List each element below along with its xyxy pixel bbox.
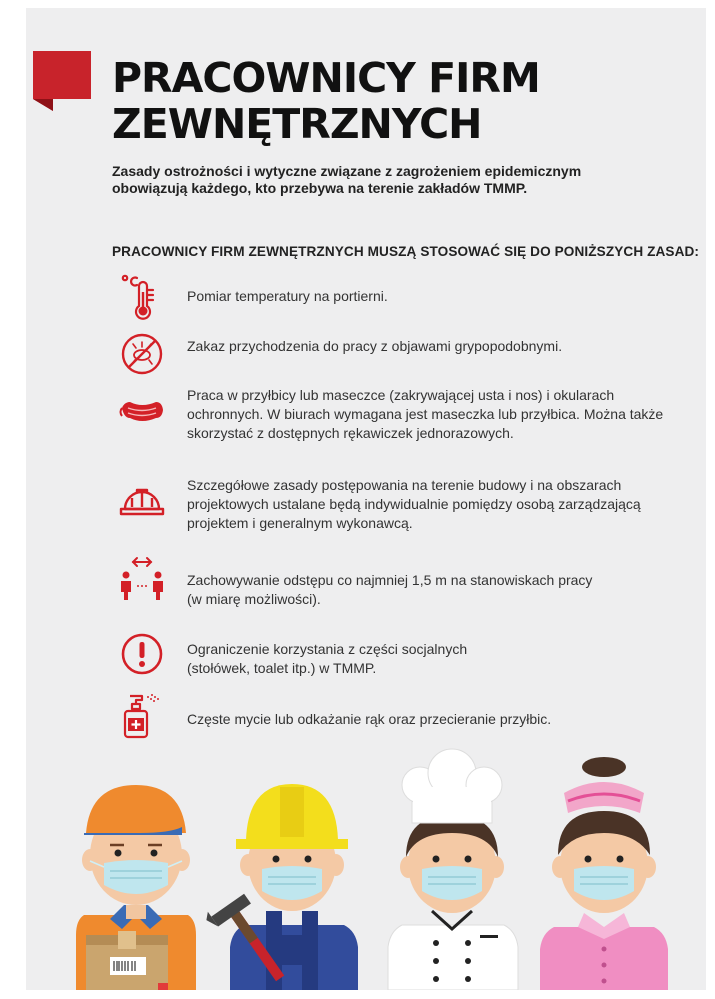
intro-text <box>112 163 672 197</box>
rule-text-5 <box>187 571 706 609</box>
rule-text-4 <box>187 476 706 533</box>
face-mask-icon <box>118 388 166 436</box>
rule-4-line-1: Szczegółowe zasady postępowania na terenie budowy i na obszarach <box>187 477 622 493</box>
rule-3-line-2: ochronnych. W biurach wymagana jest maseczka lub przyłbica. Można także <box>187 406 664 422</box>
rule-1-line-1: Pomiar temperatury na portierni. <box>187 288 388 304</box>
social-distance-icon <box>118 556 166 604</box>
sanitizer-icon <box>118 692 166 740</box>
rule-text-6 <box>187 640 706 678</box>
page-title <box>112 55 540 147</box>
rule-text-1 <box>187 287 706 306</box>
no-virus-icon <box>118 330 166 378</box>
courier-figure <box>76 785 196 990</box>
rule-5-line-2: (w miarę możliwości). <box>187 591 321 607</box>
intro-line-1: Zasady ostrożności i wytyczne związane z zagrożeniem epidemicznym <box>112 163 582 179</box>
rule-text-3 <box>187 386 706 443</box>
rule-7-line-1: Częste mycie lub odkażanie rąk oraz przecieranie przyłbic. <box>187 711 552 727</box>
title-line-1: PRACOWNICY FIRM <box>112 54 540 102</box>
hard-hat-icon <box>118 476 166 524</box>
red-ribbon-flag <box>33 51 91 111</box>
rules-heading: PRACOWNICY FIRM ZEWNĘTRZNYCH MUSZĄ STOSOWAĆ SIĘ DO PONIŻSZYCH ZASAD: <box>112 244 700 259</box>
title-line-2: ZEWNĘTRZNYCH <box>112 100 482 148</box>
rule-6-line-2: (stołówek, toalet itp.) w TMMP. <box>187 660 377 676</box>
rule-text-2 <box>187 337 706 356</box>
workers-illustration <box>26 735 706 990</box>
rule-4-line-2: projektowych ustalane będą indywidualnie pomiędzy osobą zarządzającą <box>187 496 641 512</box>
rule-5-line-1: Zachowywanie odstępu co najmniej 1,5 m na stanowiskach pracy <box>187 572 593 588</box>
chef-figure <box>388 749 518 990</box>
intro-line-2: obowiązują każdego, kto przebywa na terenie zakładów TMMP. <box>112 180 528 196</box>
rule-2-line-1: Zakaz przychodzenia do pracy z objawami grypopodobnymi. <box>187 338 563 354</box>
thermometer-icon <box>118 272 166 320</box>
nurse-figure <box>540 757 668 990</box>
rule-4-line-3: projektem i generalnym wykonawcą. <box>187 515 413 531</box>
rule-text-7 <box>187 710 706 729</box>
rule-3-line-1: Praca w przyłbicy lub maseczce (zakrywającej usta i nos) i okularach <box>187 387 615 403</box>
warning-icon <box>118 630 166 678</box>
construction-worker-figure <box>203 784 358 990</box>
rule-6-line-1: Ograniczenie korzystania z części socjalnych <box>187 641 468 657</box>
rule-3-line-3: skorzystać z dostępnych rękawiczek jednorazowych. <box>187 425 514 441</box>
